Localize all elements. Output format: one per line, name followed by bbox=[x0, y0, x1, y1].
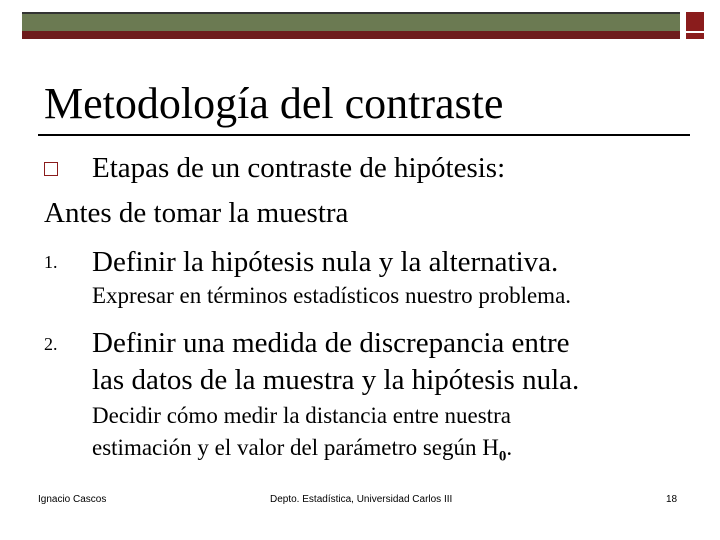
header-strip bbox=[22, 12, 680, 33]
item-text-line1: Definir una medida de discrepancia entre bbox=[92, 327, 570, 359]
bullet-heading: Etapas de un contraste de hipótesis: bbox=[92, 152, 506, 184]
item-text-line2: las datos de la muestra y la hipótesis nula. bbox=[92, 364, 580, 396]
footer-author: Ignacio Cascos bbox=[38, 494, 107, 505]
item-number: 1. bbox=[44, 252, 58, 272]
slide-title: Metodología del contraste bbox=[44, 79, 504, 128]
corner-square bbox=[686, 12, 704, 31]
item-detail: Expresar en términos estadísticos nuestro problema. bbox=[92, 283, 572, 308]
square-bullet-icon bbox=[44, 162, 58, 176]
title-divider bbox=[38, 134, 690, 136]
footer-page-number: 18 bbox=[666, 494, 678, 505]
detail-prefix: estimación y el valor del parámetro según H bbox=[92, 435, 499, 460]
item-detail-line2 bbox=[92, 433, 512, 472]
subheading: Antes de tomar la muestra bbox=[44, 197, 349, 229]
item-detail-line1: Decidir cómo medir la distancia entre nuestra bbox=[92, 403, 511, 428]
footer-department: Depto. Estadística, Universidad Carlos III bbox=[270, 494, 453, 505]
header-strip-accent bbox=[22, 31, 680, 39]
item-number: 2. bbox=[44, 334, 58, 354]
item-text: Definir la hipótesis nula y la alternativa. bbox=[92, 246, 559, 278]
corner-square-small bbox=[686, 33, 704, 39]
detail-suffix: . bbox=[506, 435, 513, 460]
detail-subscript: 0 bbox=[498, 448, 507, 465]
